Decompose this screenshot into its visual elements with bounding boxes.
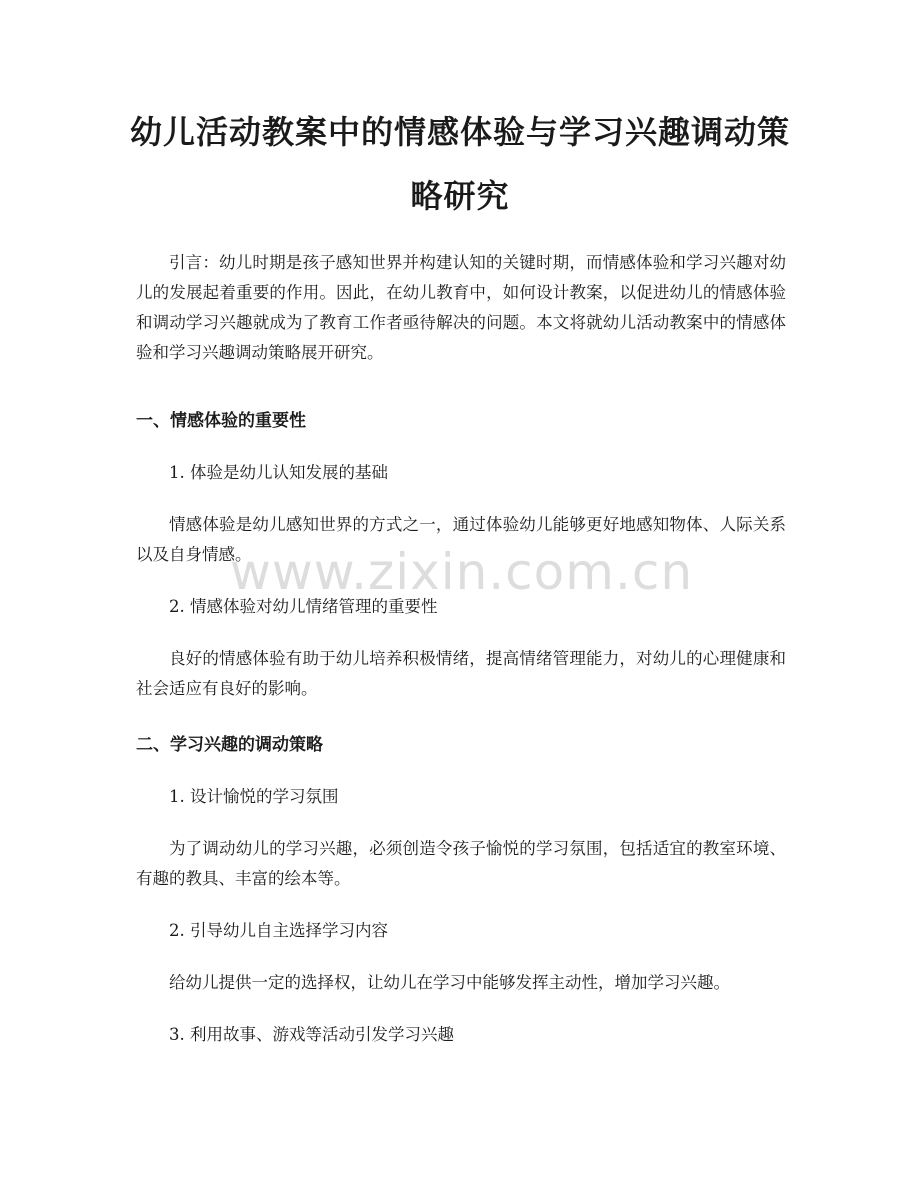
section2-item2-title: 2. 引导幼儿自主选择学习内容 bbox=[169, 921, 388, 940]
section2-item3-title: 3. 利用故事、游戏等活动引发学习兴趣 bbox=[169, 1025, 454, 1044]
section1-item2-title: 2. 情感体验对幼儿情绪管理的重要性 bbox=[169, 597, 438, 616]
section2-item2-text: 给幼儿提供一定的选择权，让幼儿在学习中能够发挥主动性，增加学习兴趣。 bbox=[169, 973, 730, 992]
section2-item1-title: 1. 设计愉悦的学习氛围 bbox=[169, 787, 339, 806]
document-title: 幼儿活动教案中的情感体验与学习兴趣调动策略研究 bbox=[129, 113, 790, 215]
section2-item1-text: 为了调动幼儿的学习兴趣，必须创造令孩子愉悦的学习氛围，包括适宜的教室环境、有趣的教具、丰富的绘本等。 bbox=[136, 839, 786, 888]
section1-item2-text: 良好的情感体验有助于幼儿培养积极情绪，提高情绪管理能力，对幼儿的心理健康和社会适应有良好的影响。 bbox=[136, 649, 786, 698]
section-heading-1: 一、情感体验的重要性 bbox=[136, 411, 306, 431]
watermark-text: www.zixin.com.cn bbox=[230, 543, 694, 601]
section-heading-2: 二、学习兴趣的调动策略 bbox=[136, 735, 323, 755]
section1-item1-text: 情感体验是幼儿感知世界的方式之一，通过体验幼儿能够更好地感知物体、人际关系以及自身情感。 bbox=[136, 515, 786, 564]
section1-item1-title: 1. 体验是幼儿认知发展的基础 bbox=[169, 463, 388, 482]
intro-paragraph: 引言：幼儿时期是孩子感知世界并构建认知的关键时期，而情感体验和学习兴趣对幼儿的发展起着重要的作用。因此，在幼儿教育中，如何设计教案，以促进幼儿的情感体验和调动学习兴趣就成为了教育工作者亟待解决的问题。本文将就幼儿活动教案中的情感体验和学习兴趣调动策略展开研究。 bbox=[136, 253, 786, 362]
